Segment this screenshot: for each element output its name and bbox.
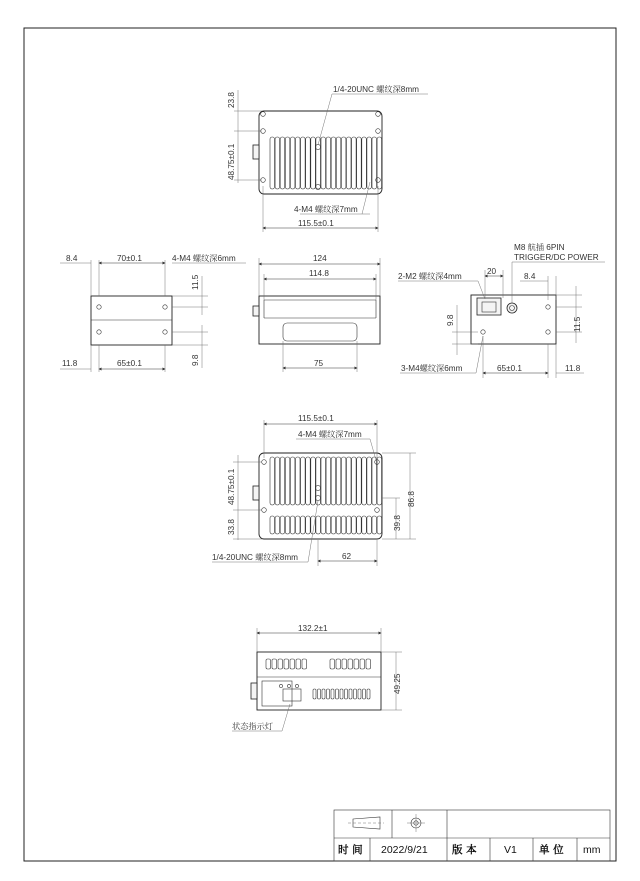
top-view bbox=[227, 84, 428, 232]
left-view bbox=[60, 253, 246, 372]
dim-pitch-20: 20 bbox=[487, 267, 497, 276]
connector-label-1: M8 航插 6PIN bbox=[514, 243, 565, 252]
bottom-view bbox=[212, 414, 416, 566]
dim-width-pitch: 115.5±0.1 bbox=[298, 414, 334, 423]
unit-value: mm bbox=[583, 844, 601, 856]
dim-screw-label: 4-M4 螺纹深7mm bbox=[298, 430, 362, 439]
dim-right-offset: 39.8 bbox=[393, 515, 402, 531]
dim-overall-height: 86.8 bbox=[407, 491, 416, 507]
dim-window: 75 bbox=[314, 359, 324, 368]
dim-right-115: 11.5 bbox=[573, 316, 582, 332]
side-view bbox=[232, 624, 402, 731]
front-view bbox=[253, 254, 380, 372]
dim-screw-label-top: 2-M2 螺纹深4mm bbox=[398, 272, 462, 281]
dim-right-top: 11.5 bbox=[191, 274, 200, 290]
dim-screw-label: 4-M4 螺纹深6mm bbox=[172, 254, 236, 263]
dim-height-pitch: 48.75±0.1 bbox=[227, 143, 236, 180]
dim-width-pitch: 115.5±0.1 bbox=[298, 219, 334, 228]
dim-hole-pitch-top: 70±0.1 bbox=[117, 254, 142, 263]
time-label: 时 间 bbox=[338, 844, 363, 856]
dim-right-118: 11.8 bbox=[565, 364, 581, 373]
dim-offset-84: 8.4 bbox=[524, 272, 536, 281]
title-block bbox=[334, 810, 610, 861]
dim-screw-label: 4-M4 螺纹深7mm bbox=[294, 205, 358, 214]
dim-offset: 33.8 bbox=[227, 519, 236, 535]
right-view bbox=[398, 242, 605, 378]
version-value: V1 bbox=[504, 844, 517, 856]
connector-label-2: TRIGGER/DC POWER bbox=[514, 253, 599, 262]
dim-hole-pitch: 65±0.1 bbox=[497, 364, 522, 373]
dim-offset-top: 23.8 bbox=[227, 92, 236, 108]
status-indicator-label: 状态指示灯 bbox=[232, 722, 273, 731]
version-label: 版 本 bbox=[452, 844, 477, 856]
dim-left-offset: 8.4 bbox=[66, 254, 78, 263]
dim-hole-pitch-bottom: 65±0.1 bbox=[117, 359, 142, 368]
dim-right-width: 62 bbox=[342, 552, 352, 561]
dim-left-98: 9.8 bbox=[446, 314, 455, 326]
dim-height: 49.25 bbox=[393, 673, 402, 694]
date-value: 2022/9/21 bbox=[381, 844, 428, 856]
dim-overall-length: 132.2±1 bbox=[298, 624, 328, 633]
dim-right-bottom: 9.8 bbox=[191, 354, 200, 366]
dim-hole-label: 1/4-20UNC 螺纹深8mm bbox=[333, 85, 419, 94]
dim-inner: 114.8 bbox=[309, 269, 329, 278]
dim-screw-label-bottom: 3-M4螺纹深6mm bbox=[401, 364, 463, 373]
projection-symbol-icon bbox=[348, 814, 425, 832]
dim-overall: 124 bbox=[313, 254, 327, 263]
dim-left-bottom: 11.8 bbox=[62, 359, 78, 368]
unit-label: 单 位 bbox=[539, 844, 564, 856]
dim-height-pitch: 48.75±0.1 bbox=[227, 468, 236, 505]
dim-hole-label: 1/4-20UNC 螺纹深8mm bbox=[212, 553, 298, 562]
